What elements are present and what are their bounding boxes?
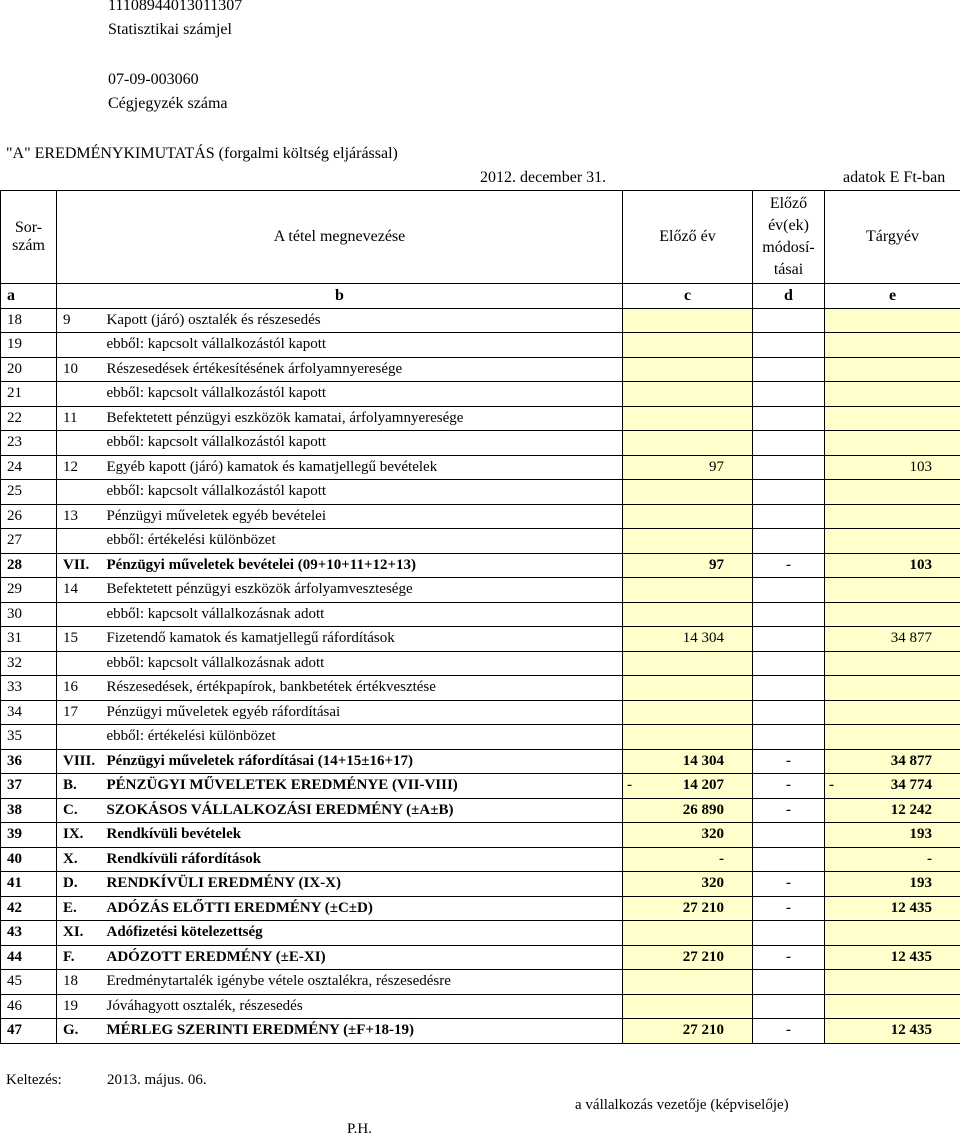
- reg-number: 07-09-003060: [108, 71, 199, 89]
- prev-year-cell: [623, 553, 753, 578]
- col-header-mod: Előző év(ek) módosí- tásai: [753, 191, 825, 284]
- row-number: 34: [1, 700, 57, 725]
- curr-value: 12 435: [891, 1022, 932, 1038]
- row-number: 32: [1, 651, 57, 676]
- table-row: [1, 578, 960, 603]
- prev-value: 97: [709, 557, 724, 573]
- current-year-cell: [825, 896, 960, 921]
- modification-cell: [753, 333, 825, 358]
- row-code: [57, 480, 105, 505]
- current-year-cell: [825, 553, 960, 578]
- curr-value: 193: [910, 875, 933, 891]
- current-year-cell: [825, 504, 960, 529]
- current-year-cell: [825, 406, 960, 431]
- row-number: 25: [1, 480, 57, 505]
- row-number: 38: [1, 798, 57, 823]
- prev-year-cell: [623, 578, 753, 603]
- current-year-cell: [825, 431, 960, 456]
- row-code: F.: [57, 945, 105, 970]
- table-row: [1, 382, 960, 407]
- table-row: [1, 994, 960, 1019]
- row-code: 10: [57, 357, 105, 382]
- modification-cell: [753, 970, 825, 995]
- table-row: [1, 725, 960, 750]
- prev-sign: -: [627, 777, 632, 794]
- table-row: [1, 480, 960, 505]
- row-label: Pénzügyi műveletek bevételei (09+10+11+12+13): [105, 553, 623, 578]
- current-year-cell: [825, 357, 960, 382]
- prev-value: -: [719, 851, 724, 867]
- prev-year-cell: [623, 700, 753, 725]
- row-number: 40: [1, 847, 57, 872]
- prev-year-cell: [623, 308, 753, 333]
- table-row: [1, 333, 960, 358]
- row-label: Befektetett pénzügyi eszközök kamatai, árfolyamnyeresége: [105, 406, 623, 431]
- row-code: [57, 602, 105, 627]
- row-code: IX.: [57, 823, 105, 848]
- row-code: 12: [57, 455, 105, 480]
- col-letter-a: a: [1, 284, 57, 309]
- row-label: ebből: kapcsolt vállalkozásnak adott: [105, 602, 623, 627]
- modification-cell: -: [753, 798, 825, 823]
- prev-year-cell: [623, 382, 753, 407]
- table-row: [1, 970, 960, 995]
- col-header-curr: Tárgyév: [825, 191, 960, 284]
- row-number: 26: [1, 504, 57, 529]
- row-label: MÉRLEG SZERINTI EREDMÉNY (±F+18-19): [105, 1019, 623, 1044]
- prev-value: 14 207: [683, 777, 724, 793]
- prev-value: 97: [709, 459, 724, 475]
- curr-value: 34 877: [891, 753, 932, 769]
- row-code: 13: [57, 504, 105, 529]
- prev-year-cell: [623, 480, 753, 505]
- row-code: [57, 382, 105, 407]
- current-year-cell: [825, 847, 960, 872]
- current-year-cell: [825, 480, 960, 505]
- row-number: 46: [1, 994, 57, 1019]
- row-label: Egyéb kapott (járó) kamatok és kamatjellegű bevételek: [105, 455, 623, 480]
- prev-value: 26 890: [683, 802, 724, 818]
- modification-cell: [753, 529, 825, 554]
- row-label: ebből: kapcsolt vállalkozástól kapott: [105, 431, 623, 456]
- table-row: [1, 529, 960, 554]
- table-row: [1, 676, 960, 701]
- curr-value: -: [927, 851, 932, 867]
- modification-cell: [753, 406, 825, 431]
- modification-cell: -: [753, 774, 825, 799]
- table-row: [1, 798, 960, 823]
- table-row: [1, 749, 960, 774]
- row-number: 30: [1, 602, 57, 627]
- current-year-cell: [825, 676, 960, 701]
- prev-year-cell: [623, 431, 753, 456]
- modification-cell: -: [753, 1019, 825, 1044]
- stat-label: Statisztikai számjel: [108, 21, 232, 39]
- row-code: 15: [57, 627, 105, 652]
- prev-year-cell: [623, 1019, 753, 1044]
- row-label: ebből: kapcsolt vállalkozásnak adott: [105, 651, 623, 676]
- table-row: [1, 1019, 960, 1044]
- row-code: [57, 651, 105, 676]
- current-year-cell: [825, 1019, 960, 1044]
- prev-year-cell: [623, 455, 753, 480]
- date-label: Keltezés:: [6, 1072, 62, 1089]
- current-year-cell: [825, 994, 960, 1019]
- prev-year-cell: [623, 921, 753, 946]
- prev-year-cell: [623, 872, 753, 897]
- row-label: Eredménytartalék igénybe vétele osztalékra, részesedésre: [105, 970, 623, 995]
- unit-note: adatok E Ft-ban: [843, 169, 945, 187]
- prev-year-cell: [623, 504, 753, 529]
- row-label: ADÓZOTT EREDMÉNY (±E-XI): [105, 945, 623, 970]
- row-number: 27: [1, 529, 57, 554]
- row-number: 42: [1, 896, 57, 921]
- row-label: ADÓZÁS ELŐTTI EREDMÉNY (±C±D): [105, 896, 623, 921]
- row-number: 47: [1, 1019, 57, 1044]
- col-letter-c: c: [623, 284, 753, 309]
- prev-value: 320: [702, 875, 725, 891]
- table-row: [1, 823, 960, 848]
- table-row: [1, 872, 960, 897]
- prev-value: 27 210: [683, 900, 724, 916]
- row-label: ebből: kapcsolt vállalkozástól kapott: [105, 382, 623, 407]
- modification-cell: [753, 651, 825, 676]
- row-number: 33: [1, 676, 57, 701]
- prev-year-cell: [623, 896, 753, 921]
- modification-cell: [753, 602, 825, 627]
- row-number: 44: [1, 945, 57, 970]
- prev-year-cell: [623, 774, 753, 799]
- row-label: Pénzügyi műveletek egyéb bevételei: [105, 504, 623, 529]
- modification-cell: -: [753, 553, 825, 578]
- row-code: 9: [57, 308, 105, 333]
- modification-cell: [753, 627, 825, 652]
- income-statement-table: [0, 190, 960, 1044]
- prev-value: 27 210: [683, 1022, 724, 1038]
- modification-cell: [753, 676, 825, 701]
- row-label: Fizetendő kamatok és kamatjellegű ráfordítások: [105, 627, 623, 652]
- curr-value: 103: [910, 459, 933, 475]
- table-row: [1, 431, 960, 456]
- modification-cell: [753, 725, 825, 750]
- row-code: E.: [57, 896, 105, 921]
- row-label: Kapott (járó) osztalék és részesedés: [105, 308, 623, 333]
- row-label: Rendkívüli bevételek: [105, 823, 623, 848]
- current-year-cell: [825, 798, 960, 823]
- row-code: C.: [57, 798, 105, 823]
- row-code: VII.: [57, 553, 105, 578]
- current-year-cell: [825, 921, 960, 946]
- modification-cell: [753, 431, 825, 456]
- prev-year-cell: [623, 823, 753, 848]
- prev-value: 320: [702, 826, 725, 842]
- curr-sign: -: [829, 777, 834, 794]
- table-row: [1, 921, 960, 946]
- table-row: [1, 455, 960, 480]
- table-row: [1, 945, 960, 970]
- modification-cell: [753, 578, 825, 603]
- row-code: 19: [57, 994, 105, 1019]
- row-label: Rendkívüli ráfordítások: [105, 847, 623, 872]
- current-year-cell: [825, 308, 960, 333]
- prev-year-cell: [623, 676, 753, 701]
- row-label: ebből: kapcsolt vállalkozástól kapott: [105, 480, 623, 505]
- row-code: [57, 431, 105, 456]
- report-date: 2012. december 31.: [480, 169, 606, 187]
- col-header-name: A tétel megnevezése: [57, 191, 623, 284]
- prev-year-cell: [623, 847, 753, 872]
- modification-cell: -: [753, 872, 825, 897]
- row-number: 21: [1, 382, 57, 407]
- modification-cell: [753, 700, 825, 725]
- prev-year-cell: [623, 945, 753, 970]
- modification-cell: [753, 480, 825, 505]
- row-number: 29: [1, 578, 57, 603]
- page-title: "A" EREDMÉNYKIMUTATÁS (forgalmi költség eljárással): [6, 145, 398, 163]
- table-row: [1, 896, 960, 921]
- row-code: D.: [57, 872, 105, 897]
- table-row: [1, 700, 960, 725]
- row-label: Részesedések, értékpapírok, bankbetétek értékvesztése: [105, 676, 623, 701]
- row-code: B.: [57, 774, 105, 799]
- prev-year-cell: [623, 798, 753, 823]
- signature-label: a vállalkozás vezetője (képviselője): [575, 1097, 789, 1114]
- prev-year-cell: [623, 357, 753, 382]
- current-year-cell: [825, 725, 960, 750]
- prev-year-cell: [623, 970, 753, 995]
- table-row: [1, 357, 960, 382]
- row-label: ebből: értékelési különbözet: [105, 725, 623, 750]
- modification-cell: -: [753, 896, 825, 921]
- prev-value: 27 210: [683, 949, 724, 965]
- prev-year-cell: [623, 529, 753, 554]
- curr-value: 12 242: [891, 802, 932, 818]
- prev-year-cell: [623, 725, 753, 750]
- row-label: PÉNZÜGYI MŰVELETEK EREDMÉNYE (VII-VIII): [105, 774, 623, 799]
- curr-value: 34 774: [891, 777, 932, 793]
- modification-cell: [753, 823, 825, 848]
- row-code: 14: [57, 578, 105, 603]
- current-year-cell: [825, 774, 960, 799]
- date-value: 2013. május. 06.: [107, 1072, 207, 1089]
- row-number: 45: [1, 970, 57, 995]
- reg-label: Cégjegyzék száma: [108, 95, 228, 113]
- prev-year-cell: [623, 406, 753, 431]
- row-code: X.: [57, 847, 105, 872]
- row-label: RENDKÍVÜLI EREDMÉNY (IX-X): [105, 872, 623, 897]
- row-label: ebből: értékelési különbözet: [105, 529, 623, 554]
- ph-stamp-label: P.H.: [347, 1121, 372, 1138]
- row-label: Részesedések értékesítésének árfolyamnyeresége: [105, 357, 623, 382]
- current-year-cell: [825, 529, 960, 554]
- table-row: [1, 602, 960, 627]
- prev-year-cell: [623, 651, 753, 676]
- row-code: [57, 725, 105, 750]
- curr-value: 193: [910, 826, 933, 842]
- prev-value: 14 304: [683, 753, 724, 769]
- row-label: ebből: kapcsolt vállalkozástól kapott: [105, 333, 623, 358]
- row-label: SZOKÁSOS VÁLLALKOZÁSI EREDMÉNY (±A±B): [105, 798, 623, 823]
- prev-value: 14 304: [683, 630, 724, 646]
- current-year-cell: [825, 455, 960, 480]
- modification-cell: [753, 994, 825, 1019]
- modification-cell: [753, 847, 825, 872]
- modification-cell: -: [753, 945, 825, 970]
- col-letter-b: b: [57, 284, 623, 309]
- current-year-cell: [825, 627, 960, 652]
- row-number: 20: [1, 357, 57, 382]
- table-row: [1, 774, 960, 799]
- current-year-cell: [825, 872, 960, 897]
- row-number: 18: [1, 308, 57, 333]
- current-year-cell: [825, 700, 960, 725]
- row-label: Pénzügyi műveletek egyéb ráfordításai: [105, 700, 623, 725]
- row-label: Jóváhagyott osztalék, részesedés: [105, 994, 623, 1019]
- modification-cell: [753, 921, 825, 946]
- row-number: 36: [1, 749, 57, 774]
- row-code: 16: [57, 676, 105, 701]
- current-year-cell: [825, 602, 960, 627]
- col-letter-d: d: [753, 284, 825, 309]
- row-code: [57, 333, 105, 358]
- table-row: [1, 651, 960, 676]
- modification-cell: [753, 357, 825, 382]
- modification-cell: -: [753, 749, 825, 774]
- row-code: XI.: [57, 921, 105, 946]
- modification-cell: [753, 308, 825, 333]
- row-number: 28: [1, 553, 57, 578]
- column-header-row: [1, 191, 960, 284]
- col-header-prev: Előző év: [623, 191, 753, 284]
- row-code: 11: [57, 406, 105, 431]
- row-number: 43: [1, 921, 57, 946]
- col-header-sorszam: Sor- szám: [1, 191, 57, 284]
- row-number: 35: [1, 725, 57, 750]
- table-row: [1, 308, 960, 333]
- row-number: 41: [1, 872, 57, 897]
- current-year-cell: [825, 823, 960, 848]
- table-row: [1, 627, 960, 652]
- current-year-cell: [825, 382, 960, 407]
- row-code: [57, 529, 105, 554]
- prev-year-cell: [623, 333, 753, 358]
- row-code: VIII.: [57, 749, 105, 774]
- modification-cell: [753, 382, 825, 407]
- current-year-cell: [825, 651, 960, 676]
- prev-year-cell: [623, 602, 753, 627]
- row-number: 39: [1, 823, 57, 848]
- row-number: 19: [1, 333, 57, 358]
- row-code: 17: [57, 700, 105, 725]
- row-number: 37: [1, 774, 57, 799]
- current-year-cell: [825, 749, 960, 774]
- prev-year-cell: [623, 627, 753, 652]
- row-code: G.: [57, 1019, 105, 1044]
- table-row: [1, 847, 960, 872]
- current-year-cell: [825, 945, 960, 970]
- curr-value: 34 877: [891, 630, 932, 646]
- row-code: 18: [57, 970, 105, 995]
- table-row: [1, 406, 960, 431]
- row-label: Pénzügyi műveletek ráfordításai (14+15±16+17): [105, 749, 623, 774]
- row-number: 23: [1, 431, 57, 456]
- row-label: Befektetett pénzügyi eszközök árfolyamvesztesége: [105, 578, 623, 603]
- current-year-cell: [825, 970, 960, 995]
- modification-cell: [753, 455, 825, 480]
- row-number: 22: [1, 406, 57, 431]
- curr-value: 12 435: [891, 900, 932, 916]
- stat-number: 11108944013011307: [108, 0, 242, 15]
- curr-value: 103: [910, 557, 933, 573]
- column-letter-row: [1, 284, 960, 309]
- col-letter-e: e: [825, 284, 960, 309]
- current-year-cell: [825, 578, 960, 603]
- curr-value: 12 435: [891, 949, 932, 965]
- prev-year-cell: [623, 749, 753, 774]
- row-number: 31: [1, 627, 57, 652]
- row-number: 24: [1, 455, 57, 480]
- modification-cell: [753, 504, 825, 529]
- current-year-cell: [825, 333, 960, 358]
- table-row: [1, 553, 960, 578]
- row-label: Adófizetési kötelezettség: [105, 921, 623, 946]
- prev-year-cell: [623, 994, 753, 1019]
- table-row: [1, 504, 960, 529]
